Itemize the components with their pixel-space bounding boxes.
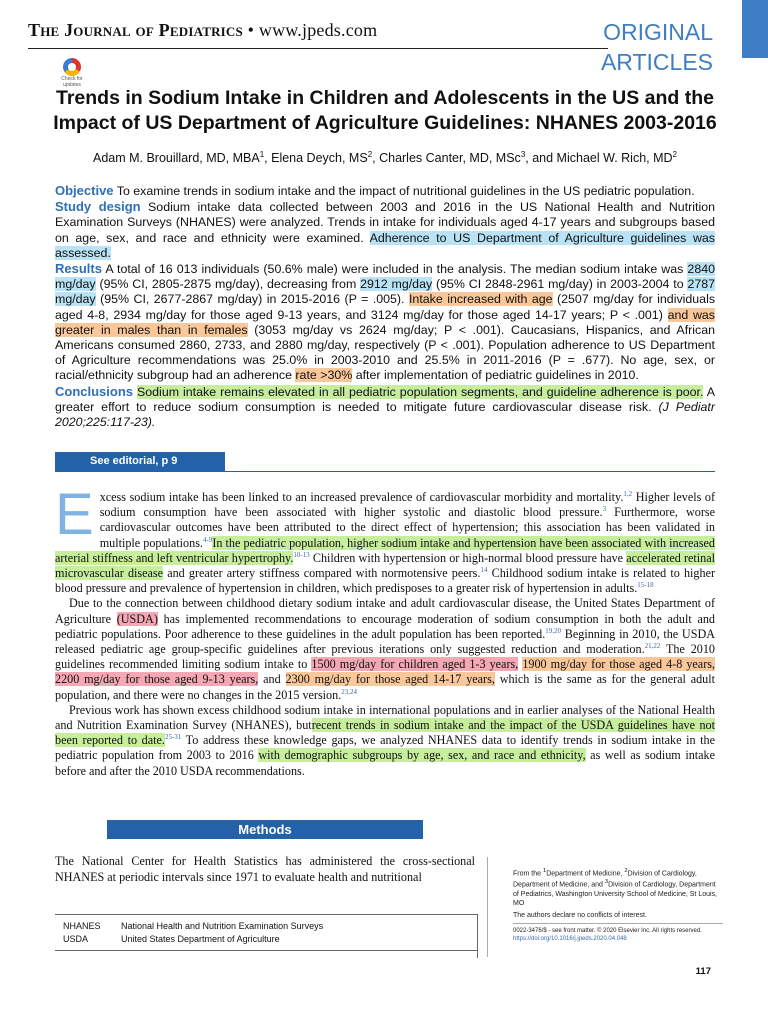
journal-header	[28, 20, 377, 41]
author-affil-sup: 2	[367, 149, 373, 159]
objective-heading: Objective	[55, 183, 114, 198]
crossmark-icon	[63, 58, 81, 76]
objective-text: To examine trends in sodium intake and the impact of nutritional guidelines in the US pediatric population.	[116, 184, 695, 198]
highlight-pink: 2200 mg/day for those aged 9-13 years,	[55, 672, 259, 687]
body-text: Previous work has shown excess childhood sodium intake in international populations and in earlier analyses of the National Health and Nutrition Examination Survey (NHANES), but	[55, 702, 715, 733]
abbreviations-table	[55, 914, 477, 951]
body-text: and greater artery stiffness compared with normotensive peers.	[163, 566, 481, 581]
affil-text: Division of Cardiology, Department of Pediatrics, Washington University School of Medicine, St Louis, MO	[513, 881, 718, 907]
abbreviation-row	[55, 933, 477, 946]
page-number: 117	[695, 966, 711, 977]
highlight-green: recent trends in sodium intake and the impact of the USDA guidelines have not been reported to date.	[55, 718, 715, 748]
reference-link[interactable]: 21,22	[644, 641, 661, 650]
study-design-heading: Study design	[55, 199, 141, 215]
body-text: Beginning in 2010, the USDA released pediatric age group-specific guidelines after previous iterations only suggested reduction and moderation.	[55, 626, 715, 657]
highlight-pink: (USDA)	[116, 611, 158, 626]
abbreviation-definition: National Health and Nutrition Examination Surveys	[121, 921, 324, 931]
abstract	[55, 183, 715, 430]
section-label-line2: ARTICLES	[600, 49, 713, 75]
affiliations	[513, 867, 723, 908]
highlight-green: Sodium intake remains elevated in all pediatric population segments, and guideline adherence is poor.	[137, 384, 704, 399]
article-title: Trends in Sodium Intake in Children and Adolescents in the US and the Impact of US Department of Agriculture Guidelines: NHANES 2003-2016	[53, 87, 717, 134]
highlight-pink: 1500 mg/day for children aged 1-3 years,	[311, 657, 519, 672]
affil-sup: 2	[624, 868, 628, 874]
affil-text: From the	[513, 870, 543, 878]
author-affil-sup: 3	[520, 149, 526, 159]
abbreviation: USDA	[63, 934, 89, 944]
reference-link[interactable]: 14	[480, 565, 488, 574]
citation: (J Pediatr 2020;225:117-23).	[55, 399, 715, 430]
reference-link[interactable]: 25-31	[164, 733, 182, 742]
body-text: Children with hypertension or high-normal blood pressure have	[309, 550, 624, 565]
highlight-blue: 2912 mg/day	[360, 277, 433, 292]
side-tab	[742, 0, 768, 58]
section-label	[601, 17, 713, 77]
abbreviation-row	[55, 920, 477, 933]
author-name: and Michael W. Rich, MD	[532, 151, 673, 165]
study-design-text: Sodium intake data collected between 2003 and 2016 in the US National Health and Nutrition Examination Surveys (NHANES) were analyzed. Trends in intake for individuals aged 4-17 years and subgroups based on age, sex, and race and ethnicity were examined.	[55, 200, 715, 245]
paragraph	[55, 596, 715, 702]
see-editorial-link[interactable]: See editorial, p 9	[55, 452, 225, 471]
results-text: (95% CI, 2805-2875 mg/day), decreasing from	[99, 277, 357, 292]
results-text: (2507 mg/day for individuals aged 4-8, 2934 mg/day for those aged 9-13 years, and 3124 mg/day for those aged 14-17 years; P < .001)	[55, 292, 716, 322]
reference-link[interactable]: 15-18	[637, 581, 654, 590]
results-heading: Results	[55, 261, 102, 277]
affil-text: Division of Cardiology, Department of Medicine, and	[513, 870, 697, 889]
reference-link[interactable]: 4-9	[202, 535, 213, 544]
body-text: Due to the connection between childhood dietary sodium intake and adult cardiovascular disease, the United States Department of Agriculture	[55, 596, 715, 626]
highlight-orange: 1900 mg/day for those aged 4-8 years,	[522, 657, 715, 672]
results-text: (3053 mg/day vs 2624 mg/day; P < .001). Caucasians, Hispanics, and African Americans consumed 2860, 2733, and 2880 mg/day, respectively (P < .001). Population adherence to US Department of Agriculture recommendations was 25.0% in 2003-2010 and 25.5% in 2011-2016 (P = .677). No age, sex, or racial/ethnicity subgroup had an adherence	[55, 322, 715, 383]
doi-link[interactable]: https://doi.org/10.1016/j.jpeds.2020.04.048	[513, 935, 627, 942]
author-name: Adam M. Brouillard, MD, MBA	[92, 151, 260, 165]
body-text: as well as sodium intake before and after the 2010 USDA recommendations.	[55, 748, 715, 778]
reference-link[interactable]: 19,20	[545, 626, 562, 635]
body-text: which is the same as for the general adult population, and there were no changes in the 2015 version.	[55, 672, 716, 702]
highlight-green: with demographic subgroups by age, sex, and race and ethnicity,	[258, 748, 586, 763]
author-name: Charles Canter, MD, MSc	[379, 151, 521, 165]
reference-link[interactable]: 3	[602, 505, 607, 514]
section-label-line1: ORIGINAL	[603, 19, 713, 45]
body-text: Childhood sodium intake is related to higher blood pressure and prevalence of hypertension in children, which predisposes to a greater risk of hypertension in adults.	[55, 566, 716, 596]
results-text: A total of 16 013 individuals (50.6% male) were included in the analysis. The median sodium intake was	[105, 262, 684, 277]
highlight-green: In the pediatric population, higher sodium intake and hypertension have been associated with increased arterial stiffness and left ventricular hypertrophy.	[55, 535, 715, 565]
body-text: xcess sodium intake has been linked to an increased prevalence of cardiovascular morbidity and mortality.	[99, 490, 624, 504]
affiliation-sidebar	[513, 867, 723, 943]
abbreviation-definition: United States Department of Agriculture	[121, 934, 280, 944]
highlight-blue: Adherence to US Department of Agriculture guidelines was assessed.	[55, 230, 715, 260]
highlight-green: accelerated retinal microvascular disease	[55, 550, 716, 581]
conclusions-text: A greater effort to reduce sodium consumption is needed to mitigate future cardiovascular disease risk.	[55, 384, 715, 414]
results-text: after implementation of pediatric guidelines in 2010.	[355, 368, 639, 383]
affil-text: Department of Medicine,	[546, 870, 625, 878]
body-text: has implemented recommendations to encourage moderation of sodium consumption in both the adult and pediatric populations. Poor adherence to these guidelines in the adult population has been reported.	[55, 611, 716, 641]
article-body	[55, 482, 716, 779]
author-list: Adam M. Brouillard, MD, MBA$^1$, Elena Deych, $MS^2$, Charles Canter, MD, MSc$^3$, and Michael W. Rich, $MD^2$	[92, 149, 677, 165]
reference-link[interactable]: 10-13	[293, 550, 310, 559]
journal-name: The Journal of Pediatrics	[28, 20, 243, 40]
highlight-blue: 2840 mg/day	[55, 262, 715, 292]
body-text: To address these knowledge gaps, we analyzed NHANES data to identify trends in sodium intake in the pediatric population from 2003 to 2016	[55, 733, 715, 763]
editorial-rule	[55, 471, 715, 472]
body-text: Higher levels of sodium consumption have been associated with higher systolic and diastolic blood pressure.	[99, 490, 715, 520]
conflict-statement: The authors declare no conflicts of interest.	[513, 911, 647, 919]
highlight-orange: Intake increased with age	[408, 292, 553, 307]
body-text: and	[258, 672, 286, 687]
header-rule	[28, 48, 608, 49]
abbreviations-rule	[477, 914, 478, 958]
affil-sup: 3	[604, 879, 609, 886]
reference-link[interactable]: 23,24	[341, 687, 357, 696]
author-affil-sup: 2	[672, 149, 677, 159]
body-text: Furthermore, worse cardiovascular outcomes have been attributed to the direct effect of hypertension; this association has been validated in multiple populations.	[99, 505, 715, 550]
paragraph	[55, 482, 716, 596]
badge-text: Check for updates	[61, 76, 83, 88]
drop-cap: E	[55, 482, 94, 547]
conclusions-heading: Conclusions	[55, 383, 134, 399]
methods-text: The National Center for Health Statistics has administered the cross-sectional NHANES at periodic intervals since 1971 to evaluate health and nutritional	[55, 854, 475, 884]
highlight-orange: rate >30%	[295, 368, 353, 383]
highlight-orange: 2300 mg/day for those aged 14-17 years,	[285, 672, 495, 687]
paragraph	[55, 703, 715, 779]
methods-heading: Methods	[107, 820, 423, 839]
sidebar-divider	[513, 923, 723, 924]
sidebar-rule	[487, 857, 488, 957]
author-name: Elena Deych, MS	[271, 151, 368, 165]
author-affil-sup: 1	[259, 149, 265, 159]
copyright: 0022-3476/$ - see front matter. © 2020 Elsevier Inc. All rights reserved.	[513, 927, 702, 934]
affil-sup: 1	[542, 868, 547, 874]
header-bullet: •	[247, 20, 255, 40]
results-text: (95% CI, 2677-2867 mg/day) in 2015-2016 (P = .005).	[100, 292, 405, 307]
highlight-orange: and was greater in males than in females	[55, 307, 715, 337]
journal-website[interactable]: www.jpeds.com	[258, 20, 378, 40]
abbreviation: NHANES	[63, 921, 101, 931]
results-text: (95% CI 2848-2961 mg/day) in 2003-2004 to	[436, 277, 684, 292]
body-text: The 2010 guidelines recommended limiting sodium intake to	[55, 642, 715, 672]
highlight-blue: 2787 mg/day	[55, 277, 716, 307]
reference-link[interactable]: 1,2	[623, 489, 633, 498]
